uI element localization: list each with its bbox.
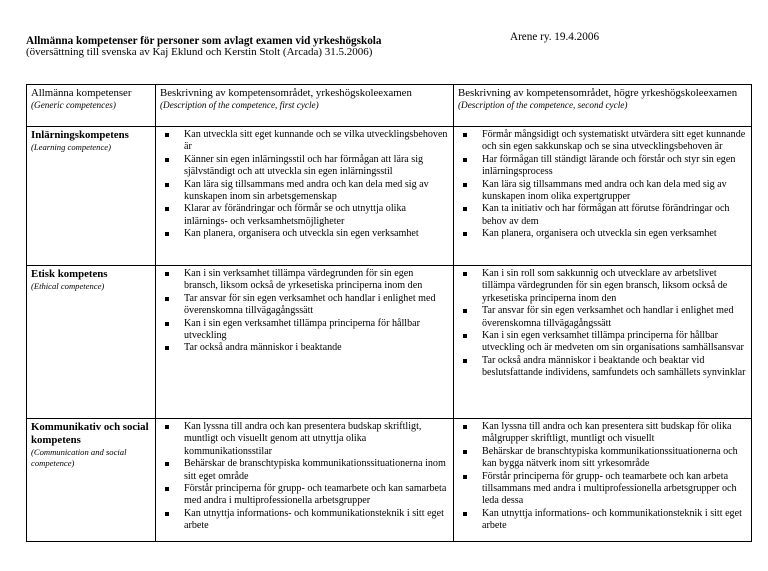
category-cell [27,419,156,542]
title-row [26,31,746,45]
document-title: Allmänna kompetenser för personer som avlagt examen vid yrkeshögskola [26,35,382,47]
table-row [27,266,752,419]
category-title: Etisk kompetens [31,268,108,280]
list-item: Tar också andra människor i beaktande [160,342,448,354]
list-item: Kan lära sig tillsammans med andra och kan dela med sig av kunskapen inom sin arbetsgemenskap [160,179,448,204]
list-item: Kan lyssna till andra och kan presentera sitt budskap för olika målgrupper skriftligt, muntligt och visuellt [458,421,746,446]
bullet-list [458,129,746,241]
list-item: Klarar av förändringar och förmår se och utnyttja olika inlärnings- och verksamhetsmöjligheter [160,203,448,228]
list-item: Förmår mångsidigt och systematiskt utvärdera sitt eget kunnande och sin egen sakkunskap och se sina utvecklingsbehoven är [458,129,746,154]
competence-table [26,84,752,542]
list-item: Kan planera, organisera och utveckla sin egen verksamhet [160,228,448,240]
category-description: (Learning competence) [31,141,111,152]
list-item: Kan i sin egen verksamhet tillämpa principerna för hållbar utveckling och är medveten om sin organisations samhällsansvar [458,330,746,355]
bullet-list [458,421,746,533]
category-description: (Ethical competence) [31,280,105,291]
header-title: Allmänna kompetenser [31,87,132,99]
list-item: Förstår principerna för grupp- och teamarbete och kan arbeta tillsammans med andra i multiprofessionella arbetsgrupper och leda dessa [458,471,746,508]
second-cycle-cell [454,127,752,266]
bullet-list [160,129,448,241]
first-cycle-cell [156,266,454,419]
table-row [27,419,752,542]
list-item: Har förmågan till ständigt lärande och förstår och styr sin egen inlärningsprocess [458,154,746,179]
list-item: Tar också andra människor i beaktande och beaktar vid beslutsfattande individens, samfundets och samhällets synvinklar [458,355,746,380]
header-cell-generic [27,85,156,127]
list-item: Behärskar de branschtypiska kommunikationssituationerna inom sitt eget område [160,458,448,483]
first-cycle-cell [156,419,454,542]
table-header-row [27,85,752,127]
list-item: Kan ta initiativ och har förmågan att förutse förändringar och behov av dem [458,203,746,228]
category-description: (Communication and social competence) [31,446,127,468]
list-item: Tar ansvar för sin egen verksamhet och handlar i enlighet med överenskomna tillvägagångssätt [160,293,448,318]
header-description: (Description of the competence, second cycle) [458,99,628,110]
first-cycle-cell [156,127,454,266]
document-header [26,31,746,59]
category-title: Kommunikativ och social kompetens [31,421,149,446]
list-item: Kan utnyttja informations- och kommunikationsteknik i sitt eget arbete [160,508,448,533]
document-subtitle: (översättning till svenska av Kaj Eklund och Kerstin Stolt (Arcada) 31.5.2006) [26,46,373,58]
bullet-list [160,268,448,355]
list-item: Kan i sin verksamhet tillämpa värdegrunden för sin egen bransch, liksom också de yrkesetiska principerna inom den [160,268,448,293]
document-reference: Arene ry. 19.4.2006 [510,31,600,43]
list-item: Kan lyssna till andra och kan presentera budskap skriftligt, muntligt och visuellt genom att utnyttja olika kommunikationsstilar [160,421,448,458]
list-item: Kan i sin egen verksamhet tillämpa principerna för hållbar utveckling [160,318,448,343]
second-cycle-cell [454,419,752,542]
list-item: Tar ansvar för sin egen verksamhet och handlar i enlighet med överenskomna tillvägagångssätt [458,305,746,330]
list-item: Behärskar de branschtypiska kommunikationssituationerna och kan bygga nätverk inom sitt yrkesområde [458,446,746,471]
bullet-list [458,268,746,380]
header-cell-second-cycle [454,85,752,127]
list-item: Kan lära sig tillsammans med andra och kan dela med sig av kunskapen inom olika expertgrupper [458,179,746,204]
list-item: Kan utnyttja informations- och kommunikationsteknik i sitt eget arbete [458,508,746,533]
list-item: Känner sin egen inlärningsstil och har förmågan att lära sig självständigt och att utveckla sin egen inlärningsstil [160,154,448,179]
category-cell [27,266,156,419]
header-description: (Description of the competence, first cycle) [160,99,319,110]
bullet-list [160,421,448,533]
header-title: Beskrivning av kompetensområdet, yrkeshögskoleexamen [160,87,412,99]
list-item: Kan utveckla sitt eget kunnande och se vilka utvecklingsbehoven är [160,129,448,154]
header-title: Beskrivning av kompetensområdet, högre yrkeshögskoleexamen [458,87,738,99]
second-cycle-cell [454,266,752,419]
category-title: Inlärningskompetens [31,129,129,141]
table-row [27,127,752,266]
list-item: Förstår principerna för grupp- och teamarbete och kan samarbeta med andra i multiprofessionella arbetsgrupper [160,483,448,508]
header-cell-first-cycle [156,85,454,127]
category-cell [27,127,156,266]
list-item: Kan i sin roll som sakkunnig och utvecklare av arbetslivet tillämpa värdegrunden för sin egen bransch, liksom också de yrkesetiska principerna inom den [458,268,746,305]
list-item: Kan planera, organisera och utveckla sin egen verksamhet [458,228,746,240]
header-description: (Generic competences) [31,99,116,110]
